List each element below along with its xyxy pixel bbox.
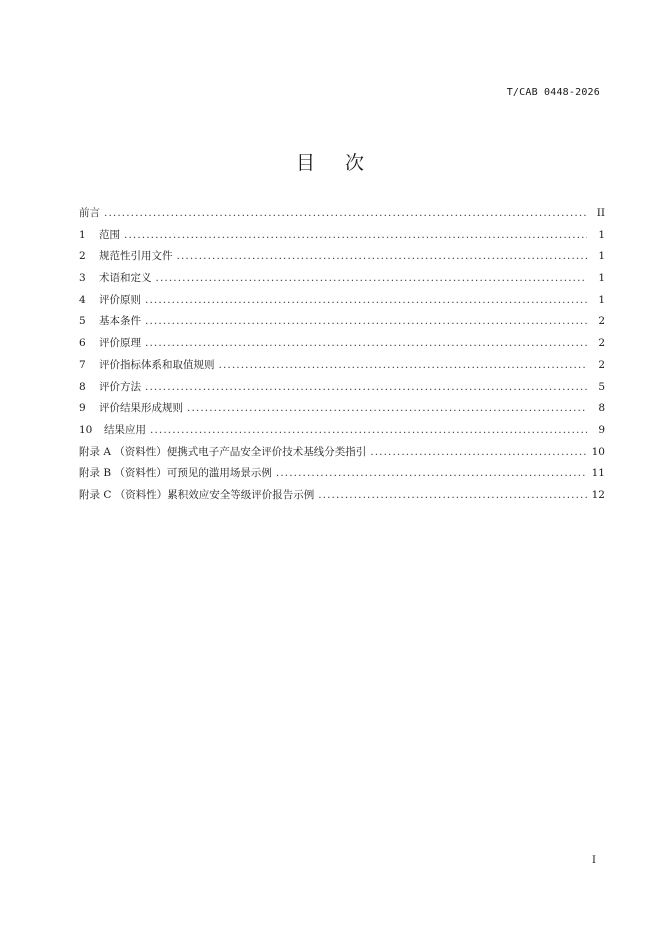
- toc-leader-dots: [187, 402, 587, 414]
- toc-leader-dots: [145, 381, 587, 393]
- toc-entry-label: 术语和定义: [99, 272, 152, 285]
- toc-entry-page: 9: [598, 423, 605, 436]
- toc-entry-2[interactable]: [79, 248, 605, 270]
- toc-entry-page: 2: [598, 337, 605, 350]
- toc-entry-number: 1: [79, 228, 86, 241]
- toc-entry-label: 规范性引用文件: [99, 250, 173, 263]
- toc-entry-label: 评价原则: [99, 293, 141, 306]
- toc-entry-10[interactable]: [79, 422, 605, 444]
- toc-entry-8[interactable]: [79, 379, 605, 401]
- toc-entry-number: 2: [79, 250, 86, 263]
- toc-title-part2: 次: [345, 152, 367, 174]
- toc-entry-9[interactable]: [79, 400, 605, 422]
- toc-entry-appendix-a[interactable]: [79, 444, 605, 466]
- toc-entry-page: II: [596, 207, 605, 219]
- toc-entry-label: 附录 A （资料性）便携式电子产品安全评价技术基线分类指引: [79, 445, 367, 458]
- toc-entry-appendix-c[interactable]: [79, 487, 605, 509]
- toc-leader-dots: [318, 489, 587, 501]
- toc-leader-dots: [145, 315, 587, 327]
- toc-entry-6[interactable]: [79, 335, 605, 357]
- toc-entry-page: 5: [598, 380, 605, 393]
- toc-title: [0, 148, 662, 175]
- toc-entry-4[interactable]: [79, 292, 605, 314]
- toc-entry-label: 基本条件: [99, 315, 141, 328]
- toc-entry-label: 评价方法: [99, 380, 141, 393]
- toc-entry-label: 前言: [79, 207, 100, 219]
- toc-entry-label: 评价原理: [99, 337, 141, 350]
- toc-leader-dots: [219, 359, 588, 371]
- toc-entry-number: 7: [79, 358, 86, 371]
- toc-entry-page: 1: [598, 272, 605, 285]
- toc-leader-dots: [124, 229, 587, 241]
- toc-entry-page: 10: [591, 445, 605, 458]
- standard-code: T/CAB 0448-2026: [506, 87, 600, 98]
- toc-entry-label: 附录 B （资料性）可预见的滥用场景示例: [79, 467, 272, 480]
- toc-entry-7[interactable]: [79, 357, 605, 379]
- footer-page-number: I: [592, 855, 596, 866]
- toc-entry-page: 2: [598, 358, 605, 371]
- toc-entry-page: 8: [598, 402, 605, 415]
- toc-entry-page: 1: [598, 293, 605, 306]
- toc-leader-dots: [150, 424, 587, 436]
- toc-list: [79, 205, 605, 509]
- toc-leader-dots: [145, 337, 587, 349]
- toc-leader-dots: [145, 294, 587, 306]
- toc-entry-page: 2: [598, 315, 605, 328]
- toc-leader-dots: [370, 446, 587, 458]
- toc-entry-page: 1: [598, 250, 605, 263]
- toc-entry-1[interactable]: [79, 227, 605, 249]
- toc-entry-page: 12: [591, 488, 605, 501]
- toc-entry-number: 8: [79, 380, 86, 393]
- toc-entry-appendix-b[interactable]: [79, 465, 605, 487]
- toc-entry-label: 评价结果形成规则: [99, 402, 183, 415]
- toc-entry-page: 11: [591, 467, 605, 480]
- toc-entry-number: 10: [79, 423, 93, 436]
- toc-entry-label: 附录 C （资料性）累积效应安全等级评价报告示例: [79, 488, 315, 501]
- toc-entry-label: 结果应用: [104, 423, 146, 436]
- toc-entry-number: 4: [79, 293, 86, 306]
- toc-entry-number: 9: [79, 402, 86, 415]
- toc-entry-number: 6: [79, 337, 86, 350]
- toc-title-part1: 目: [295, 152, 317, 174]
- toc-entry-label: 评价指标体系和取值规则: [99, 358, 215, 371]
- toc-entry-number: 3: [79, 272, 86, 285]
- toc-leader-dots: [276, 467, 587, 479]
- toc-entry-3[interactable]: [79, 270, 605, 292]
- toc-entry-page: 1: [598, 228, 605, 241]
- toc-leader-dots: [156, 272, 588, 284]
- toc-entry-label: 范围: [99, 228, 120, 241]
- toc-leader-dots: [177, 250, 588, 262]
- toc-entry-5[interactable]: [79, 313, 605, 335]
- toc-leader-dots: [104, 207, 587, 219]
- toc-entry-foreword[interactable]: [79, 205, 605, 227]
- toc-entry-number: 5: [79, 315, 86, 328]
